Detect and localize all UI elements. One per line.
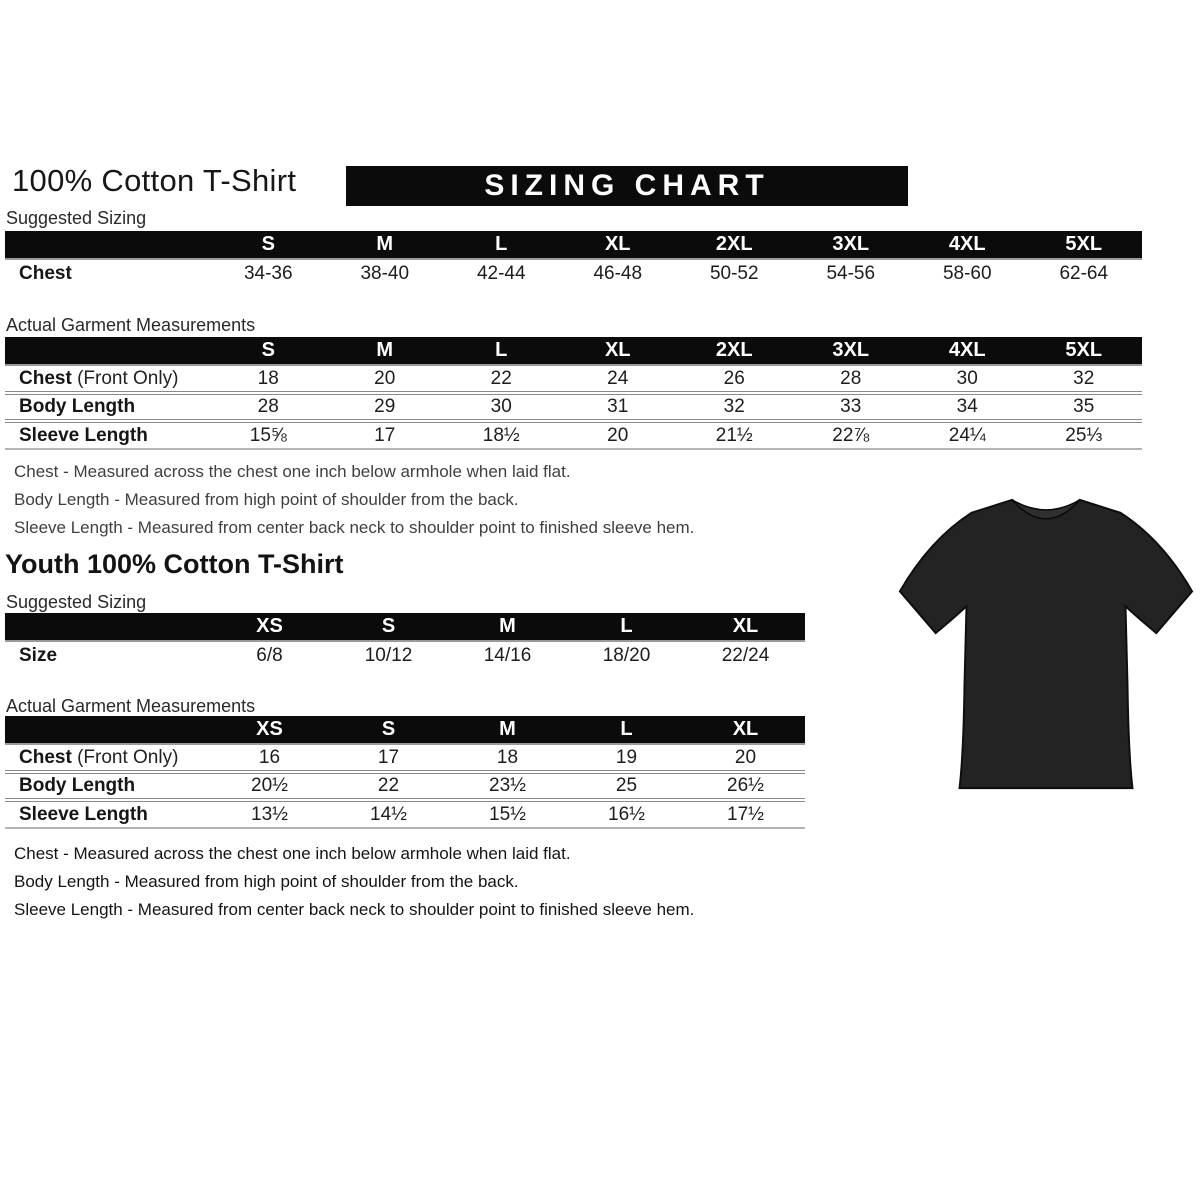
measurement-value: 21½ (715, 424, 753, 446)
note-line: Sleeve Length - Measured from center back neck to shoulder point to finished sleeve hem. (14, 900, 695, 919)
measurement-row (5, 641, 805, 669)
row-label: Sleeve Length (19, 424, 148, 446)
size-column-header: L (443, 337, 560, 365)
measurement-value: 17 (377, 746, 400, 768)
measurement-value: 22/24 (721, 644, 770, 666)
row-label-header (5, 613, 210, 641)
size-column-header: XL (686, 613, 805, 641)
measurement-value: 28 (840, 367, 862, 389)
measurement-value: 30 (956, 367, 978, 389)
measurement-value: 18 (496, 746, 519, 768)
youth-suggested-sizing-table (5, 613, 805, 669)
measurement-value: 20 (374, 367, 396, 389)
row-label-header (5, 231, 210, 259)
measurement-value: 25⅓ (1065, 424, 1103, 446)
size-column-header: 5XL (1026, 337, 1143, 365)
note-line: Chest - Measured across the chest one inch below armhole when laid flat. (14, 844, 571, 863)
measurement-value: 20 (607, 424, 629, 446)
row-label-header (5, 716, 210, 744)
note-line: Body Length - Measured from high point of shoulder from the back. (14, 490, 519, 509)
adult-measurement-notes (14, 458, 694, 542)
size-column-header: 3XL (793, 231, 910, 259)
row-label: Sleeve Length (19, 803, 148, 825)
row-label: Chest (Front Only) (19, 746, 179, 768)
measurement-value: 24¼ (948, 424, 986, 446)
youth-actual-measurements-table (5, 716, 805, 829)
size-column-header: 4XL (909, 231, 1026, 259)
youth-actual-measurements-label: Actual Garment Measurements (6, 696, 256, 716)
row-label: Size (19, 644, 58, 666)
size-column-header: M (448, 716, 567, 744)
youth-suggested-sizing-label: Suggested Sizing (6, 592, 147, 612)
size-column-header: XL (560, 337, 677, 365)
size-column-header: S (329, 613, 448, 641)
measurement-value: 17 (374, 424, 396, 446)
measurement-value: 34-36 (243, 262, 293, 284)
size-column-header: S (210, 337, 327, 365)
size-column-header: M (448, 613, 567, 641)
measurement-value: 34 (956, 396, 978, 417)
measurement-value: 33 (840, 396, 862, 417)
note-line: Chest - Measured across the chest one inch below armhole when laid flat. (14, 462, 571, 481)
size-column-header: 4XL (909, 337, 1026, 365)
measurement-value: 14/16 (483, 644, 532, 666)
measurement-value: 22 (490, 367, 512, 389)
measurement-row (5, 772, 805, 800)
measurement-value: 18 (257, 367, 279, 389)
measurement-value: 30 (490, 396, 512, 417)
measurement-value: 23½ (489, 775, 526, 796)
sizing-chart-banner (346, 166, 908, 206)
note-line: Body Length - Measured from high point of shoulder from the back. (14, 872, 519, 891)
t-shirt-image (896, 486, 1196, 804)
measurement-value: 38-40 (360, 262, 410, 284)
measurement-row (5, 744, 805, 772)
measurement-value: 26 (723, 367, 745, 389)
measurement-value: 28 (257, 396, 279, 417)
measurement-value: 46-48 (593, 262, 643, 284)
measurement-row (5, 365, 1142, 393)
measurement-value: 15½ (489, 803, 526, 825)
size-column-header: 2XL (676, 337, 793, 365)
measurement-value: 22 (377, 775, 400, 796)
size-column-header: 5XL (1026, 231, 1143, 259)
measurement-value: 24 (607, 367, 629, 389)
row-label: Body Length (19, 775, 136, 796)
measurement-value: 58-60 (942, 262, 992, 284)
measurement-value: 42-44 (476, 262, 526, 284)
measurement-value: 16½ (608, 803, 645, 825)
measurement-value: 18½ (482, 424, 520, 446)
measurement-value: 22⅞ (832, 424, 870, 446)
measurement-value: 18/20 (602, 644, 651, 666)
measurement-value: 31 (607, 396, 629, 417)
row-label-header (5, 337, 210, 365)
measurement-value: 19 (615, 746, 638, 768)
size-column-header: L (443, 231, 560, 259)
size-column-header: 3XL (793, 337, 910, 365)
measurement-value: 26½ (727, 775, 764, 796)
size-column-header: XS (210, 613, 329, 641)
youth-measurement-notes (14, 840, 694, 924)
youth-section-title: Youth 100% Cotton T-Shirt (5, 549, 344, 579)
size-column-header: S (210, 231, 327, 259)
size-column-header: S (329, 716, 448, 744)
size-column-header: L (567, 613, 686, 641)
measurement-value: 10/12 (364, 644, 413, 666)
measurement-value: 20 (734, 746, 757, 768)
measurement-value: 62-64 (1059, 262, 1109, 284)
measurement-value: 13½ (251, 803, 288, 825)
measurement-value: 14½ (370, 803, 407, 825)
measurement-value: 20½ (251, 775, 288, 796)
size-column-header: M (327, 231, 444, 259)
measurement-row (5, 800, 805, 828)
sizing-chart-banner-text: SIZING CHART (484, 169, 770, 202)
measurement-value: 54-56 (826, 262, 876, 284)
measurement-value: 17½ (727, 803, 764, 825)
measurement-value: 6/8 (256, 644, 283, 666)
size-column-header: XL (560, 231, 677, 259)
size-column-header: M (327, 337, 444, 365)
measurement-value: 50-52 (709, 262, 759, 284)
measurement-value: 32 (1073, 367, 1095, 389)
size-column-header: 2XL (676, 231, 793, 259)
page-title: 100% Cotton T-Shirt (12, 163, 297, 198)
row-label: Chest (Front Only) (19, 367, 179, 389)
measurement-value: 29 (374, 396, 396, 417)
measurement-row (5, 259, 1142, 287)
measurement-row (5, 421, 1142, 449)
note-line: Sleeve Length - Measured from center back neck to shoulder point to finished sleeve hem. (14, 518, 695, 537)
measurement-value: 16 (258, 746, 281, 768)
adult-actual-measurements-table (5, 337, 1142, 450)
measurement-value: 25 (615, 775, 638, 796)
measurement-value: 32 (723, 396, 745, 417)
size-column-header: XS (210, 716, 329, 744)
adult-actual-measurements-label: Actual Garment Measurements (6, 315, 256, 335)
row-label: Body Length (19, 396, 136, 417)
measurement-value: 35 (1073, 396, 1095, 417)
t-shirt-silhouette (900, 500, 1192, 788)
measurement-row (5, 393, 1142, 421)
size-column-header: L (567, 716, 686, 744)
row-label: Chest (19, 262, 72, 284)
size-column-header: XL (686, 716, 805, 744)
adult-suggested-sizing-table (5, 231, 1142, 287)
measurement-value: 15⅝ (249, 424, 287, 446)
adult-suggested-sizing-label: Suggested Sizing (6, 208, 147, 228)
